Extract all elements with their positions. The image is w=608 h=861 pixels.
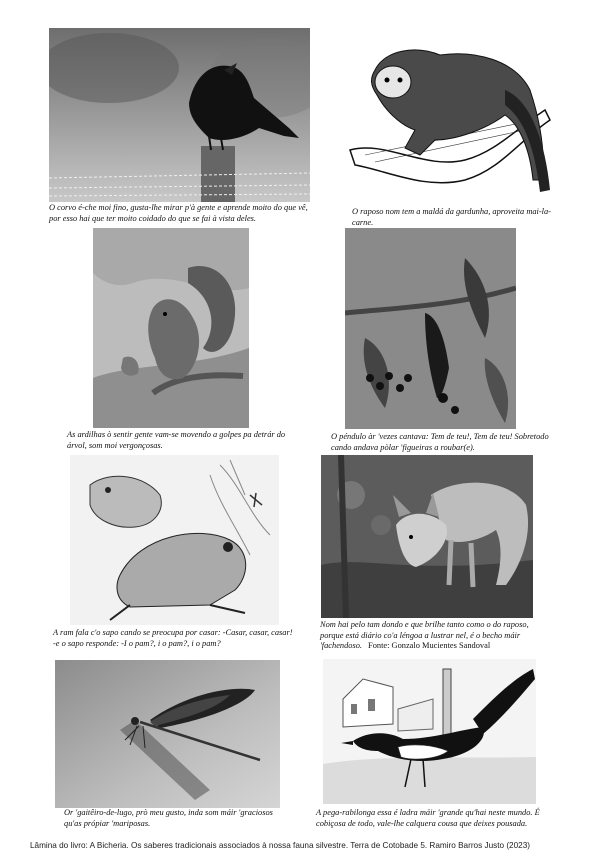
damselfly-photo [55,660,280,808]
damselfly-caption: Or 'gaitêiro-de-lugo, prò meu gusto, inda som máir 'graciosos qu'as própiar 'mariposas. [64,808,273,828]
fox-caption-text: Nom hai pelo tam dondo e que brilhe tanto como o do raposo, porque está diário co'a léngoa a lustrar nel, é o becho máir 'fachendoso. [320,620,529,651]
fox-photo [321,455,533,618]
fox-caption [320,620,552,652]
crow-caption: O corvo é-che moi fino, gusta-lhe mirar p'à gente e aprende moito do que vê, por esso hai que ter moito coidado do que se fai à vista deles. [49,203,308,223]
bird-cherries-photo [345,228,516,429]
fox-photo-source: Fonte: Gonzalo Mucientes Sandoval [368,641,491,651]
magpie-engraving [323,659,536,804]
frogs-engraving [70,455,279,625]
frogs-caption: A ram fala c'o sapo cando se preocupa por casar: -Casar, casar, casar! -e o sapo responde: -I o pam?, i o pam?, i o pam? [53,628,293,648]
squirrel-caption: As ardilhas ò sentir gente vam-se movendo a golpes pa detrár do árvol, som moi vergonçosas. [67,430,286,450]
marten-caption: O raposo nom tem a maldá da gardunha, aproveita mai-la-carne. [352,207,551,227]
magpie-caption: A pega-rabilonga essa é ladra máir 'grande qu'hai neste mundo. É cobiçosa de todo, vale-lhe calquera cousa que deixes pousada. [316,808,540,828]
squirrel-painting [93,228,249,428]
marten-drawing [345,30,558,205]
plate-footer: Lâmina do livro: A Bicheria. Os saberes tradicionais associados à nossa fauna silvestre. Terra de Cotobade 5. Ramiro Barros Justo (2023) [30,841,530,850]
bird-cherries-caption: O péndulo àr 'vezes cantava: Tem de teu!, Tem de teu! Sobretodo cando andava pòlar 'figueiras a roubar(e). [331,432,549,452]
crow-photo [49,28,310,202]
